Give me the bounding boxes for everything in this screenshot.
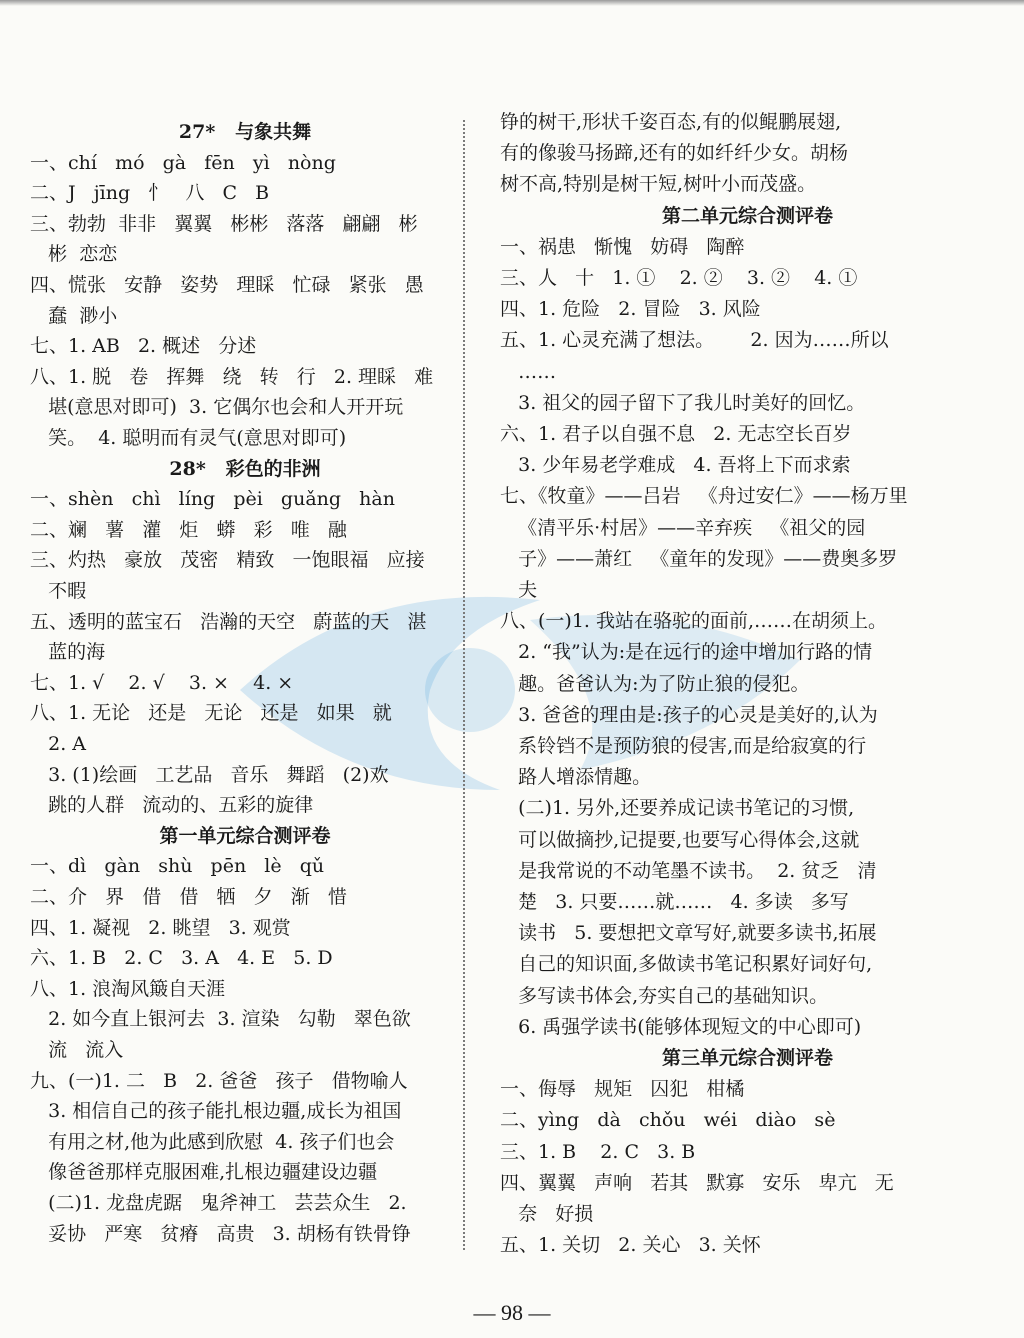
answer-line: 三、勃勃 非非 翼翼 彬彬 落落 翩翩 彬: [30, 212, 418, 235]
answer-line: 蠢 渺小: [30, 304, 118, 327]
answer-line: 多写读书体会,夯实自己的基础知识。: [500, 984, 829, 1007]
answer-line: 夫: [500, 579, 538, 601]
answer-line: 自己的知识面,多做读书笔记积累好词好句,: [500, 953, 873, 976]
answer-line: 四、慌张 安静 姿势 理睬 忙碌 紧张 愚: [30, 274, 424, 296]
answer-line: 三、灼热 豪放 茂密 精致 一饱眼福 应接: [30, 549, 425, 572]
answer-line: 五、1. 关切 2. 关心 3. 关怀: [500, 1234, 761, 1257]
answer-line: 妥协 严寒 贫瘠 高贵 3. 胡杨有铁骨铮: [30, 1222, 411, 1245]
answer-line: (二)1. 龙盘虎踞 鬼斧神工 芸芸众生 2.: [30, 1192, 407, 1214]
answer-line: 一、侮辱 规矩 囚犯 柑橘: [500, 1078, 745, 1101]
answer-line: 七、1. √ 2. √ 3. × 4. ×: [30, 671, 294, 694]
answer-line: 彬 恋恋: [30, 243, 118, 266]
answer-line: 楚 3. 只要……就…… 4. 多读 多写: [500, 891, 849, 913]
answer-line: 树不高,特别是树干短,树叶小而茂盛。: [500, 173, 817, 196]
answer-line: 3. (1)绘画 工艺品 音乐 舞蹈 (2)欢: [30, 763, 389, 786]
answer-line: 蓝的海: [30, 641, 106, 664]
answer-line: 六、1. 君子以自强不息 2. 无志空长百岁: [500, 423, 852, 445]
answer-line: 不暇: [30, 580, 87, 602]
answer-line: 六、1. B 2. C 3. A 4. E 5. D: [30, 947, 333, 970]
answer-line: 3. 祖父的园子留下了我儿时美好的回忆。: [500, 391, 866, 414]
answer-line: 3. 少年易老学难成 4. 吾将上下而求索: [500, 454, 851, 477]
section-heading: 第一单元综合测评卷: [159, 824, 331, 847]
column-divider: [463, 120, 465, 1250]
answer-line: 二、J jīng 忄 八 C B: [30, 182, 270, 205]
answer-line: 有的像骏马扬蹄,还有的如纤纤少女。胡杨: [500, 142, 849, 165]
section-heading: 27* 与象共舞: [178, 121, 312, 143]
answer-line: 七、《牧童》——吕岩 《舟过安仁》——杨万里: [500, 485, 908, 508]
answer-line: 八、1. 浪淘风簸自天涯: [30, 977, 226, 1000]
answer-line: 读书 5. 要想把文章写好,就要多读书,拓展: [500, 922, 877, 945]
answer-line: 二、介 界 借 借 牺 夕 渐 惜: [30, 886, 347, 908]
answer-line: 一、chí mó gà fēn yì nòng: [30, 151, 336, 174]
answer-line: 《清平乐·村居》——辛弃疾 《祖父的园: [500, 516, 866, 539]
answer-line: 2. A: [30, 733, 87, 755]
answer-line: 像爸爸那样克服困难,扎根边疆建设边疆: [30, 1161, 378, 1184]
answer-line: 二、斓 薯 灌 炬 蟒 彩 唯 融: [30, 518, 347, 541]
answer-line: ……: [500, 360, 557, 383]
answer-line: 有用之材,他为此感到欣慰 4. 孩子们也会: [30, 1130, 395, 1153]
answer-line: 6. 禹强学读书(能够体现短文的中心即可): [500, 1015, 862, 1038]
answer-line: 跳的人群 流动的、五彩的旋律: [30, 794, 314, 817]
answer-line: 三、1. B 2. C 3. B: [500, 1140, 696, 1163]
answer-line: 是我常说的不动笔墨不读书。 2. 贫乏 清: [500, 859, 877, 882]
answer-line: 子》——萧红 《童年的发现》——费奥多罗: [500, 547, 898, 570]
section-heading: 第二单元综合测评卷: [661, 204, 833, 227]
answer-line: 趣。爸爸认为:为了防止狼的侵犯。: [500, 672, 810, 695]
answer-line: 八、(一)1. 我站在骆驼的面前,……在胡须上。: [500, 610, 888, 633]
answer-line: 2. “我”认为:是在远行的途中增加行路的情: [500, 641, 873, 664]
answer-line: (二)1. 另外,还要养成记读书笔记的习惯,: [500, 797, 855, 820]
answer-line: 八、1. 脱 卷 挥舞 绕 转 行 2. 理睬 难: [30, 365, 434, 388]
page-number: — 98 —: [473, 1300, 551, 1325]
answer-line: 七、1. AB 2. 概述 分述: [30, 335, 257, 358]
answer-line: 二、yìng dà chǒu wéi diào sè: [500, 1109, 836, 1132]
answer-line: 奈 好损: [500, 1203, 594, 1225]
answer-line: 笑。 4. 聪明而有灵气(意思对即可): [30, 427, 347, 449]
answer-line: 铮的树干,形状千姿百态,有的似鲲鹏展翅,: [500, 111, 842, 133]
answer-line: 流 流入: [30, 1039, 124, 1061]
answer-line: 一、dì gàn shù pēn lè qǔ: [30, 855, 325, 878]
answer-line: 3. 相信自己的孩子能扎根边疆,成长为祖国: [30, 1100, 402, 1123]
answer-line: 可以做摘抄,记提要,也要写心得体会,这就: [500, 828, 860, 851]
answer-line: 一、shèn chì líng pèi guǎng hàn: [30, 488, 395, 511]
answer-line: 五、透明的蓝宝石 浩瀚的天空 蔚蓝的天 湛: [30, 610, 427, 633]
answer-line: 四、1. 凝视 2. 眺望 3. 观赏: [30, 916, 291, 939]
answer-line: 2. 如今直上银河去 3. 渲染 勾勒 翠色欲: [30, 1008, 411, 1031]
answer-line: 系铃铛不是预防狼的侵害,而是给寂寞的行: [500, 735, 867, 757]
answer-line: 四、翼翼 声响 若其 默寡 安乐 卑亢 无: [500, 1171, 894, 1194]
section-heading: 28* 彩色的非洲: [169, 457, 321, 480]
answer-line: 四、1. 危险 2. 冒险 3. 风险: [500, 298, 761, 321]
top-rule: [0, 0, 1024, 6]
answer-line: 一、祸患 惭愧 妨碍 陶醉: [500, 235, 745, 258]
answer-line: 五、1. 心灵充满了想法。 2. 因为……所以: [500, 329, 889, 352]
answer-line: 三、人 十 1. ① 2. ② 3. ② 4. ①: [500, 267, 858, 289]
answer-line: 路人增添情趣。: [500, 766, 652, 789]
section-heading: 第三单元综合测评卷: [661, 1047, 833, 1069]
answer-line: 3. 爸爸的理由是:孩子的心灵是美好的,认为: [500, 703, 878, 726]
answer-line: 八、1. 无论 还是 无论 还是 如果 就: [30, 702, 392, 725]
answer-line: 九、(一)1. 二 B 2. 爸爸 孩子 借物喻人: [30, 1069, 408, 1092]
answer-line: 堪(意思对即可) 3. 它偶尔也会和人开开玩: [30, 396, 404, 419]
